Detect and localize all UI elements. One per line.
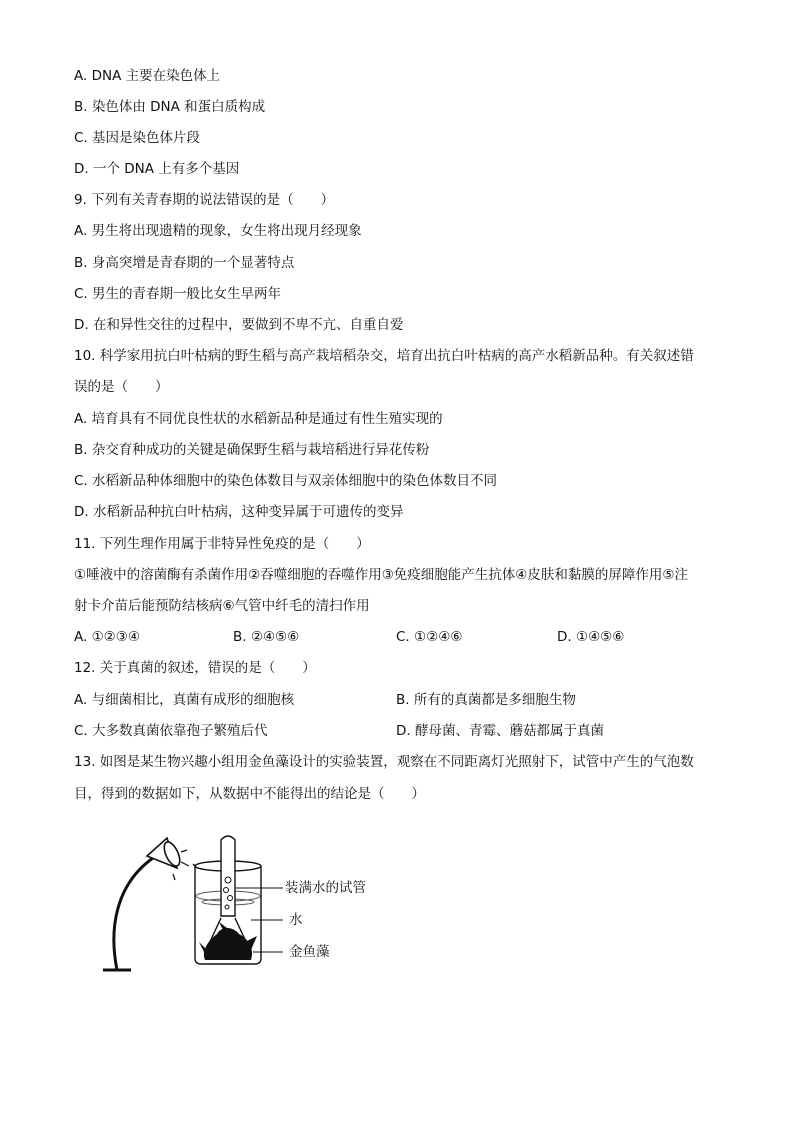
test-tube-icon <box>221 836 235 916</box>
q8-option-d: D. 一个 DNA 上有多个基因 <box>74 161 240 177</box>
q10-option-d: D. 水稻新品种抗白叶枯病，这种变异属于可遗传的变异 <box>74 504 404 520</box>
q9-option-c: C. 男生的青春期一般比女生早两年 <box>74 286 282 302</box>
lamp-shade-icon <box>147 838 183 868</box>
q9-stem: 9. 下列有关青春期的说法错误的是（ ） <box>74 192 335 208</box>
figure-label-pondweed: 金鱼藻 <box>289 944 330 960</box>
q10-option-a: A. 培育具有不同优良性状的水稻新品种是通过有性生殖实现的 <box>74 411 443 427</box>
q12-stem: 12. 关于真菌的叙述，错误的是（ ） <box>74 660 316 676</box>
q12-option-a: A. 与细菌相比，真菌有成形的细胞核 <box>74 692 295 708</box>
q9-option-b: B. 身高突增是青春期的一个显著特点 <box>74 255 295 271</box>
q11-option-d: D. ①④⑤⑥ <box>557 629 625 645</box>
q10-option-b: B. 杂交育种成功的关键是确保野生稻与栽培稻进行异花传粉 <box>74 442 430 458</box>
q12-option-b: B. 所有的真菌都是多细胞生物 <box>396 692 576 708</box>
pondweed-plant-icon <box>199 922 257 960</box>
q11-option-b: B. ②④⑤⑥ <box>233 629 300 645</box>
q10-stem-line2: 误的是（ ） <box>74 379 169 395</box>
q9-option-a: A. 男生将出现遗精的现象，女生将出现月经现象 <box>74 223 362 239</box>
experiment-figure <box>95 830 366 984</box>
q8-option-a: A. DNA 主要在染色体上 <box>74 68 221 84</box>
q9-option-d: D. 在和异性交往的过程中，要做到不卑不亢、自重自爱 <box>74 317 404 333</box>
q11-option-a: A. ①②③④ <box>74 629 140 645</box>
experiment-apparatus-drawing <box>95 830 295 980</box>
q11-items-line1: ①唾液中的溶菌酶有杀菌作用②吞噬细胞的吞噬作用③免疫细胞能产生抗体④皮肤和黏膜的屏障作用⑤注 <box>74 567 689 583</box>
q11-items-line2: 射卡介苗后能预防结核病⑥气管中纤毛的清扫作用 <box>74 598 370 614</box>
q11-option-c: C. ①②④⑥ <box>396 629 463 645</box>
q10-stem-line1: 10. 科学家用抗白叶枯病的野生稻与高产栽培稻杂交，培育出抗白叶枯病的高产水稻新品种。有关叙述错 <box>74 348 694 364</box>
q12-option-d: D. 酵母菌、青霉、蘑菇都属于真菌 <box>396 723 604 739</box>
figure-label-water: 水 <box>289 912 303 928</box>
figure-label-test-tube: 装满水的试管 <box>285 880 366 896</box>
q12-option-c: C. 大多数真菌依靠孢子繁殖后代 <box>74 723 268 739</box>
q10-option-c: C. 水稻新品种体细胞中的染色体数目与双亲体细胞中的染色体数目不同 <box>74 473 498 489</box>
q13-stem-line2: 目，得到的数据如下，从数据中不能得出的结论是（ ） <box>74 786 425 802</box>
q8-option-b: B. 染色体由 DNA 和蛋白质构成 <box>74 99 266 115</box>
desk-lamp-icon <box>103 858 153 970</box>
q8-option-c: C. 基因是染色体片段 <box>74 130 201 146</box>
q11-stem: 11. 下列生理作用属于非特异性免疫的是（ ） <box>74 536 370 552</box>
q13-stem-line1: 13. 如图是某生物兴趣小组用金鱼藻设计的实验装置，观察在不同距离灯光照射下，试管中产生的气泡数 <box>74 754 694 770</box>
